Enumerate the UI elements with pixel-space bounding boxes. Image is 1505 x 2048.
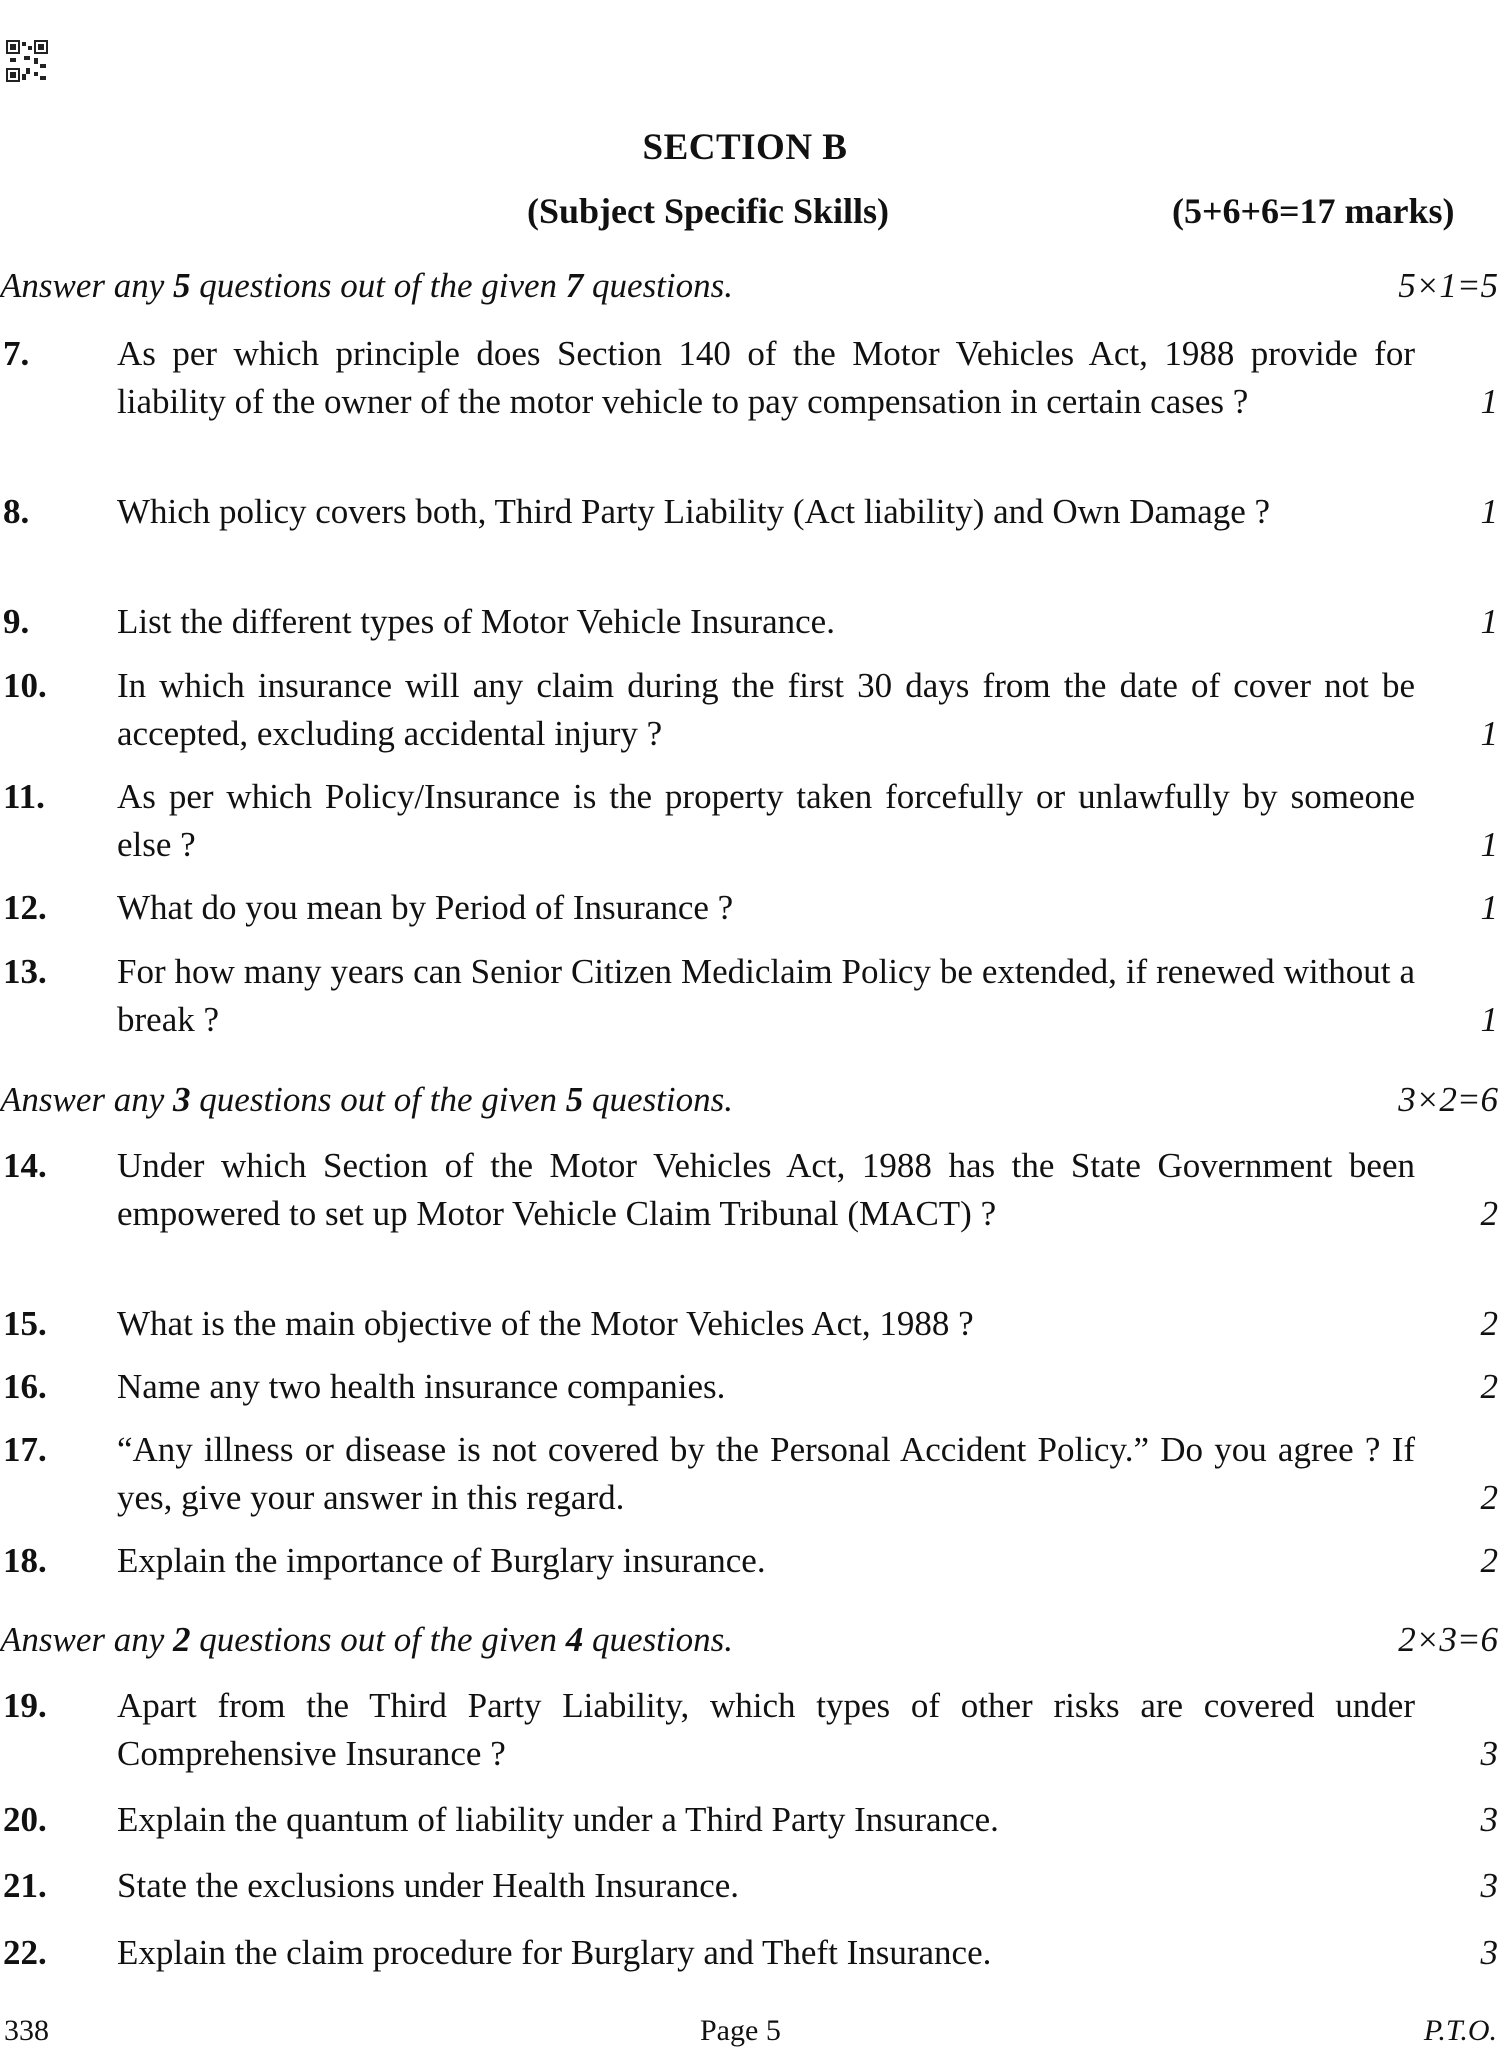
- answer-count: 5: [173, 266, 191, 305]
- section-subtitle: (Subject Specific Skills): [527, 191, 890, 231]
- instruction-text: Answer any 2 questions out of the given 4 questions.: [0, 1620, 734, 1659]
- question-marks: 3: [1480, 1933, 1498, 1972]
- question-marks: 1: [1480, 382, 1498, 421]
- question-16: [0, 1363, 1498, 1411]
- question-text: List the different types of Motor Vehicle Insurance.: [117, 602, 835, 641]
- question-marks: 3: [1480, 1800, 1498, 1839]
- question-marks: 1: [1480, 492, 1498, 531]
- question-marks: 1: [1480, 825, 1498, 864]
- marks-formula: 2×3=6: [1398, 1620, 1498, 1659]
- pto-label: P.T.O.: [1423, 2014, 1497, 2047]
- question-text: As per which principle does Section 140 of the Motor Vehicles Act, 1988 provide for liability of the owner of the motor vehicle to pay compensation in certain cases ?: [117, 334, 1415, 421]
- question-marks: 2: [1480, 1194, 1498, 1233]
- question-22: [0, 1929, 1498, 1977]
- qr-code-icon: [6, 40, 48, 82]
- question-number: 21.: [3, 1866, 47, 1905]
- answer-count: 3: [173, 1080, 191, 1119]
- marks-formula: 5×1=5: [1398, 266, 1498, 305]
- question-7: [0, 330, 1498, 426]
- question-10: [0, 662, 1498, 758]
- section-title: SECTION B: [642, 127, 848, 168]
- question-number: 18.: [3, 1541, 47, 1580]
- question-19: [0, 1682, 1498, 1778]
- question-text: Apart from the Third Party Liability, which types of other risks are covered under Comprehensive Insurance ?: [117, 1686, 1415, 1773]
- question-number: 9.: [3, 602, 30, 641]
- question-14: [0, 1142, 1498, 1238]
- question-marks: 1: [1480, 888, 1498, 927]
- question-marks: 3: [1480, 1866, 1498, 1905]
- question-marks: 2: [1480, 1304, 1498, 1343]
- question-marks: 3: [1480, 1734, 1498, 1773]
- question-15: [0, 1300, 1498, 1348]
- page-number: Page 5: [700, 2014, 781, 2047]
- question-9: [0, 598, 1498, 646]
- question-text: Under which Section of the Motor Vehicles Act, 1988 has the State Government been empowered to set up Motor Vehicle Claim Tribunal (MACT) ?: [117, 1146, 1415, 1233]
- question-number: 14.: [3, 1146, 47, 1185]
- question-text: What is the main objective of the Motor Vehicles Act, 1988 ?: [117, 1304, 974, 1343]
- question-text: “Any illness or disease is not covered by the Personal Accident Policy.” Do you agree ? If yes, give your answer in this regard.: [117, 1430, 1415, 1517]
- total-count: 7: [565, 266, 584, 305]
- question-18: [0, 1537, 1498, 1585]
- total-count: 5: [565, 1080, 584, 1119]
- question-number: 15.: [3, 1304, 47, 1343]
- question-text: As per which Policy/Insurance is the property taken forcefully or unlawfully by someone else ?: [117, 777, 1415, 864]
- question-number: 7.: [3, 334, 30, 373]
- question-12: [0, 884, 1498, 932]
- question-text: Explain the quantum of liability under a Third Party Insurance.: [117, 1800, 999, 1839]
- instruction-group-2: [0, 1080, 1498, 1124]
- question-number: 22.: [3, 1933, 47, 1972]
- instruction-text: Answer any 3 questions out of the given 5 questions.: [0, 1080, 734, 1119]
- instruction-group-3: [0, 1620, 1498, 1664]
- question-13: [0, 948, 1498, 1044]
- question-marks: 2: [1480, 1367, 1498, 1406]
- question-21: [0, 1862, 1498, 1910]
- question-text: Explain the claim procedure for Burglary and Theft Insurance.: [117, 1933, 992, 1972]
- question-number: 17.: [3, 1430, 47, 1469]
- total-count: 4: [565, 1620, 584, 1659]
- question-number: 12.: [3, 888, 47, 927]
- question-marks: 2: [1480, 1478, 1498, 1517]
- question-number: 13.: [3, 952, 47, 991]
- question-17: [0, 1426, 1498, 1522]
- question-text: State the exclusions under Health Insurance.: [117, 1866, 740, 1905]
- question-number: 8.: [3, 492, 30, 531]
- question-20: [0, 1796, 1498, 1844]
- question-text: What do you mean by Period of Insurance ?: [117, 888, 734, 927]
- question-text: Explain the importance of Burglary insurance.: [117, 1541, 766, 1580]
- question-number: 10.: [3, 666, 47, 705]
- instruction-group-1: [0, 266, 1498, 310]
- marks-formula: 3×2=6: [1398, 1080, 1498, 1119]
- question-text: For how many years can Senior Citizen Mediclaim Policy be extended, if renewed without a break ?: [117, 952, 1415, 1039]
- question-number: 11.: [3, 777, 45, 816]
- question-marks: 1: [1480, 714, 1498, 753]
- answer-count: 2: [173, 1620, 191, 1659]
- question-text: In which insurance will any claim during the first 30 days from the date of cover not be accepted, excluding accidental injury ?: [117, 666, 1415, 753]
- question-number: 20.: [3, 1800, 47, 1839]
- question-text: Name any two health insurance companies.: [117, 1367, 726, 1406]
- question-number: 19.: [3, 1686, 47, 1725]
- question-8: [0, 488, 1498, 536]
- question-marks: 1: [1480, 602, 1498, 641]
- page-footer: [0, 2014, 1505, 2047]
- question-text: Which policy covers both, Third Party Liability (Act liability) and Own Damage ?: [117, 492, 1271, 531]
- question-marks: 1: [1480, 1000, 1498, 1039]
- question-11: [0, 773, 1498, 869]
- question-number: 16.: [3, 1367, 47, 1406]
- paper-code: 338: [4, 2014, 49, 2047]
- section-total-marks: (5+6+6=17 marks): [1172, 191, 1455, 231]
- question-marks: 2: [1480, 1541, 1498, 1580]
- instruction-text: Answer any 5 questions out of the given 7 questions.: [0, 266, 734, 305]
